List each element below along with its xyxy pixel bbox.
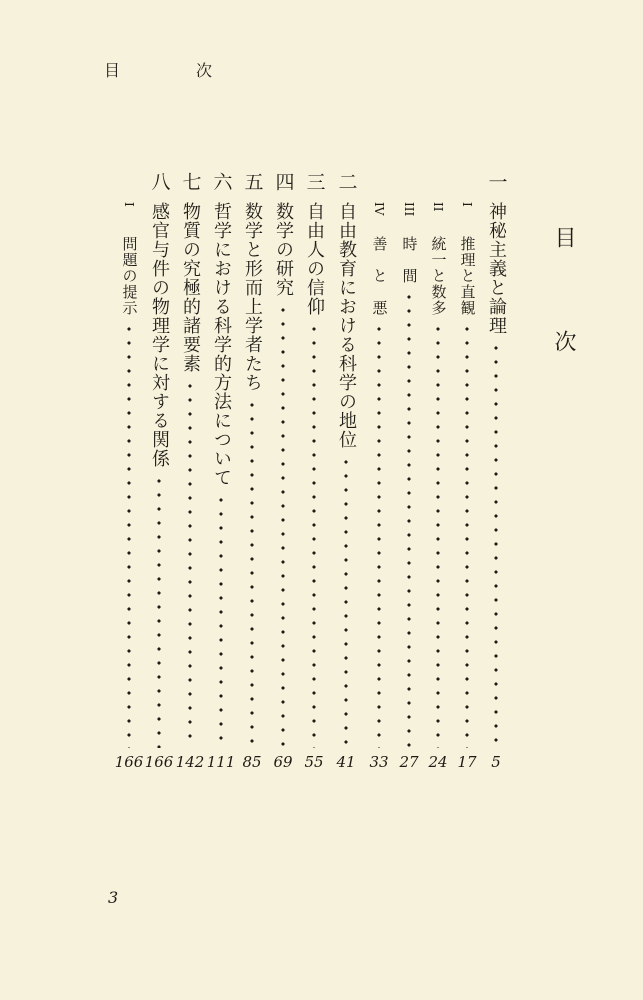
toc-entry	[396, 172, 422, 772]
toc-entry	[116, 172, 142, 772]
chapter-number: 八	[148, 172, 171, 191]
chapter-number: 七	[179, 172, 202, 191]
dot-leader	[312, 322, 316, 748]
chapter-number: 四	[272, 172, 295, 191]
dot-leader	[377, 322, 381, 748]
chapter-title: 感官与件の物理学に対する関係	[149, 202, 170, 468]
page-number: 27	[399, 753, 419, 771]
page-number: 33	[369, 753, 389, 771]
chapter-title: 数学と形而上学者たち	[242, 202, 263, 392]
page-number: 69	[273, 753, 293, 771]
section-number: II	[431, 202, 445, 212]
toc-entry	[177, 172, 203, 772]
toc-entry	[208, 172, 234, 772]
chapter-number: 三	[303, 172, 326, 191]
toc-entry	[483, 172, 509, 772]
section-title: 推理と直観	[458, 236, 477, 316]
section-title: 統一と数多	[429, 236, 448, 316]
folio-page-number: 3	[108, 888, 119, 907]
toc-entry	[146, 172, 172, 772]
chapter-number: 二	[335, 172, 358, 191]
page-number: 85	[242, 753, 262, 771]
dot-leader	[219, 493, 223, 748]
running-head: 目 次	[104, 61, 243, 80]
dot-leader	[157, 474, 161, 748]
dot-leader	[188, 379, 192, 748]
section-number: III	[402, 202, 416, 217]
chapter-title: 数学の研究	[273, 202, 294, 297]
toc-entry	[301, 172, 327, 772]
page-number: 55	[304, 753, 324, 771]
page-title: 目 次	[551, 226, 576, 382]
page-number: 166	[144, 753, 174, 771]
chapter-number: 一	[485, 172, 508, 191]
section-title: 時 間	[400, 236, 419, 284]
dot-leader	[127, 322, 131, 748]
toc-entry	[239, 172, 265, 772]
dot-leader	[465, 322, 469, 748]
page-number: 142	[175, 753, 205, 771]
section-number: I	[122, 202, 136, 207]
page-number: 166	[114, 753, 144, 771]
toc-entry	[270, 172, 296, 772]
section-number: I	[460, 202, 474, 207]
dot-leader	[436, 322, 440, 748]
page-number: 24	[428, 753, 448, 771]
dot-leader	[494, 341, 498, 748]
dot-leader	[407, 290, 411, 748]
toc-entry	[333, 172, 359, 772]
chapter-number: 五	[241, 172, 264, 191]
chapter-title: 自由人の信仰	[304, 202, 325, 316]
dot-leader	[250, 398, 254, 748]
chapter-title: 自由教育における科学の地位	[336, 202, 357, 449]
chapter-title: 哲学における科学的方法について	[211, 202, 232, 487]
toc-entry	[454, 172, 480, 772]
dot-leader	[281, 303, 285, 748]
section-number: IV	[372, 202, 386, 216]
page-number: 17	[457, 753, 477, 771]
toc-entry	[425, 172, 451, 772]
page-number: 5	[491, 753, 501, 771]
chapter-number: 六	[210, 172, 233, 191]
section-title: 問題の提示	[120, 236, 139, 316]
toc-entry	[366, 172, 392, 772]
dot-leader	[344, 455, 348, 748]
section-title: 善 と 悪	[370, 236, 389, 316]
page-number: 41	[336, 753, 356, 771]
chapter-title: 神秘主義と論理	[486, 202, 507, 335]
page-number: 111	[206, 753, 236, 771]
chapter-title: 物質の究極的諸要素	[180, 202, 201, 373]
